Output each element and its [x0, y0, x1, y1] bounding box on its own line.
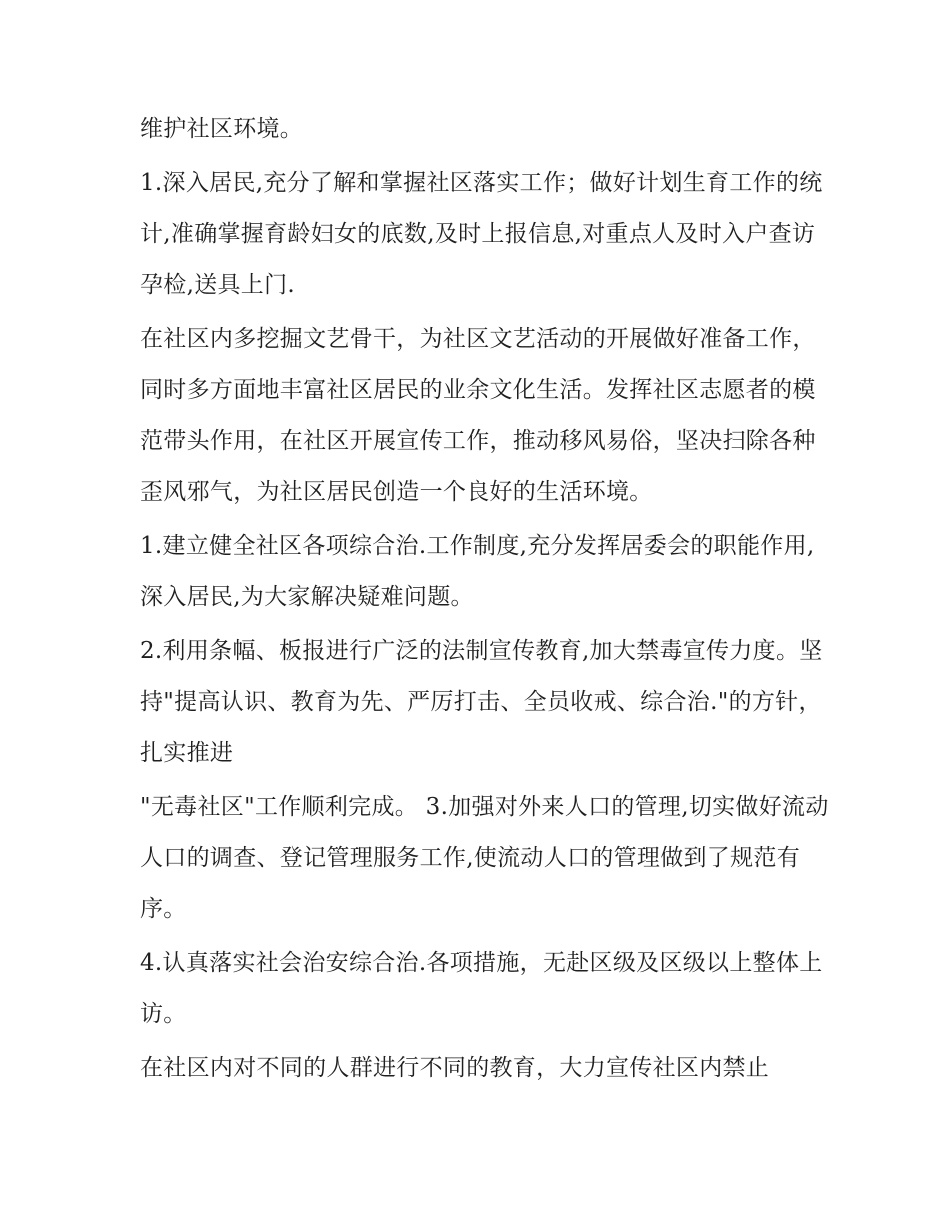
paragraph-drug-free-community: "无毒社区"工作顺利完成。 3.加强对外来人口的管理,切实做好流动人口的调查、登记管理服务工作,使流动人口的管理做到了规范有序。	[140, 794, 829, 922]
document-body	[140, 104, 830, 1097]
paragraph-legal-education: 2.利用条幅、板报进行广泛的法制宣传教育,加大禁毒宣传力度。坚持"提高认识、教育为先、严厉打击、全员收戒、综合治."的方针，扎实推进	[140, 638, 823, 766]
paragraph-public-security: 4.认真落实社会治安综合治.各项措施，无赴区级及区级以上整体上访。	[140, 950, 823, 1027]
paragraph-family-planning: 1.深入居民,充分了解和掌握社区落实工作；做好计划生育工作的统计,准确掌握育龄妇女的底数,及时上报信息,对重点人及时入户查访孕检,送具上门.	[140, 170, 823, 298]
paragraph-culture: 在社区内多挖掘文艺骨干，为社区文艺活动的开展做好准备工作，同时多方面地丰富社区居民的业余文化生活。发挥社区志愿者的模范带头作用，在社区开展宣传工作，推动移风易俗，坚决扫除各种歪风邪气，为社区居民创造一个良好的生活环境。	[140, 326, 816, 505]
paragraph-governance-system: 1.建立健全社区各项综合治.工作制度,充分发挥居委会的职能作用,深入居民,为大家解决疑难问题。	[140, 533, 815, 610]
paragraph-environment: 维护社区环境。	[140, 116, 304, 142]
paragraph-education: 在社区内对不同的人群进行不同的教育，大力宣传社区内禁止	[140, 1055, 770, 1081]
